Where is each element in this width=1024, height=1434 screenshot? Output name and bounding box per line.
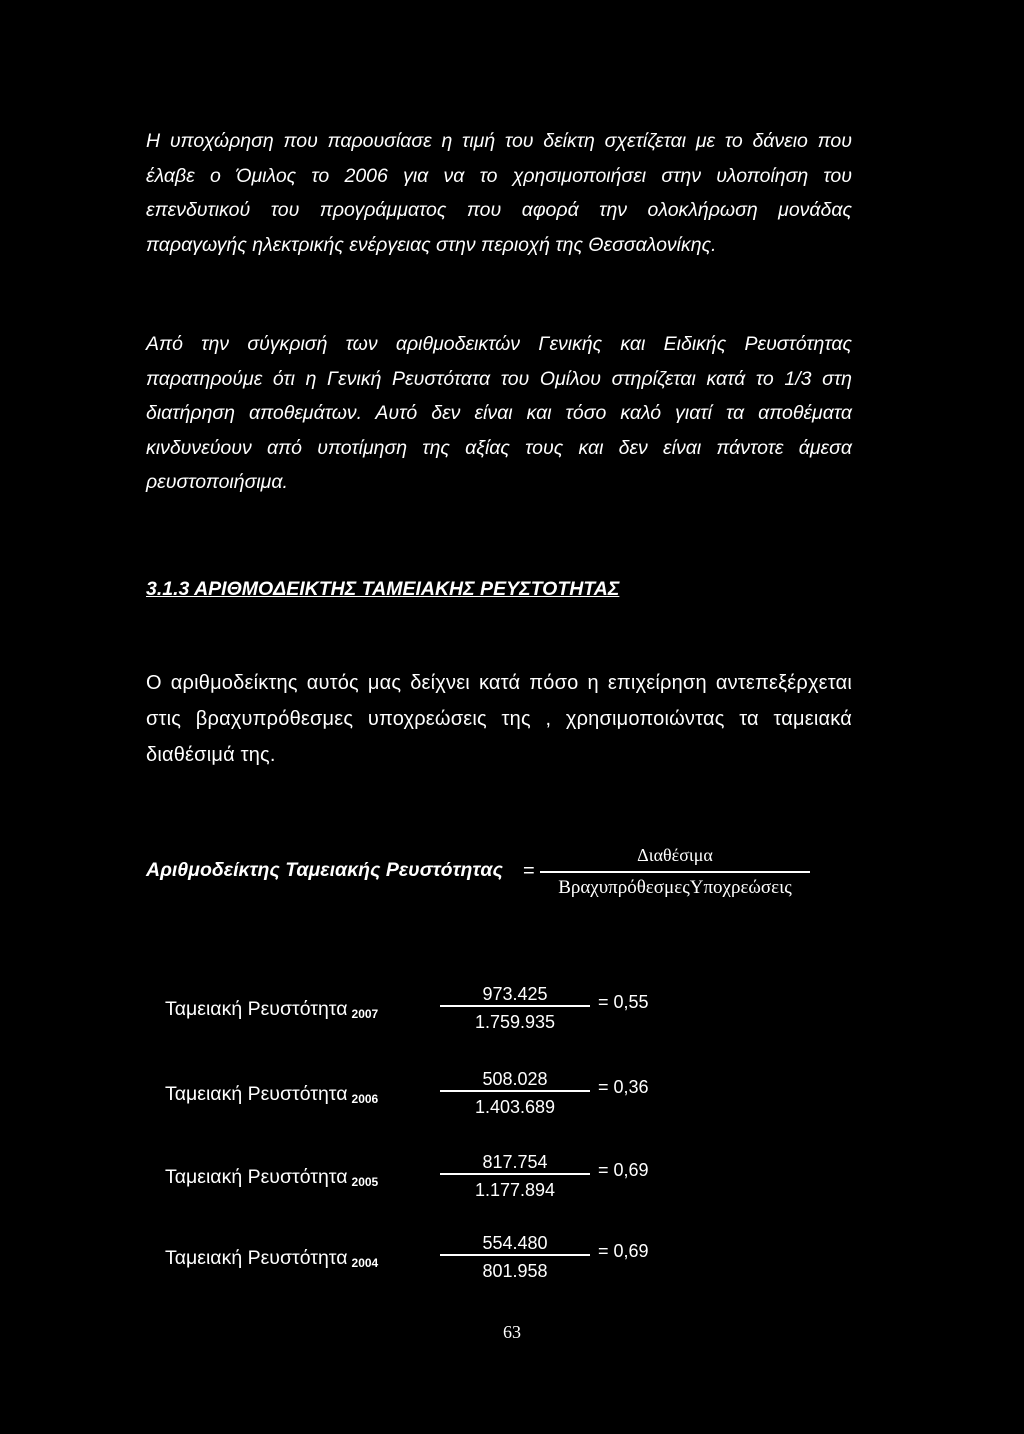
formula-numerator: Διαθέσιμα	[637, 845, 713, 865]
page-number: 63	[503, 1322, 521, 1342]
fraction-bar	[440, 1254, 590, 1256]
fraction-bar	[440, 1090, 590, 1092]
formula-equals-sign: =	[523, 860, 535, 882]
calculation-label	[165, 1247, 378, 1270]
calculation-denominator: 1.403.689	[474, 1097, 556, 1117]
paragraph-line: διαθέσιμά της.	[146, 744, 276, 766]
calculation-label-text: Ταμειακή Ρευστότητα	[165, 1166, 348, 1188]
calculation-denominator: 1.759.935	[474, 1012, 556, 1032]
fraction-bar	[440, 1173, 590, 1175]
calculation-label	[165, 1166, 378, 1189]
calculation-year: 2006	[351, 1092, 379, 1106]
calculation-label-text: Ταμειακή Ρευστότητα	[165, 998, 348, 1020]
calculation-denominator: 801.958	[482, 1261, 548, 1281]
calculation-numerator: 817.754	[482, 1152, 548, 1172]
calculation-denominator: 1.177.894	[474, 1180, 556, 1200]
paragraph-line: Η υποχώρηση που παρουσίασε η τιμή του δείκτη σχετίζεται με το δάνειο που	[146, 130, 852, 152]
calculation-result: = 0,55	[598, 992, 649, 1012]
calculation-row-2005	[0, 1152, 1024, 1218]
fraction-bar	[540, 871, 810, 873]
paragraph-line: στις βραχυπρόθεσμες υποχρεώσεις της , χρησιμοποιώντας τα ταμειακά	[146, 708, 852, 730]
calculation-row-2007	[0, 984, 1024, 1050]
fraction-bar	[440, 1005, 590, 1007]
paragraph-loan-explanation	[146, 124, 852, 262]
calculation-row-2004	[0, 1233, 1024, 1299]
calculation-year: 2007	[351, 1007, 379, 1021]
paragraph-line: Ο αριθμοδείκτης αυτός μας δείχνει κατά πόσο η επιχείρηση αντεπεξέρχεται	[146, 672, 852, 694]
calculation-result: = 0,36	[598, 1077, 649, 1097]
section-heading: 3.1.3 ΑΡΙΘΜΟΔΕΙΚΤΗΣ ΤΑΜΕΙΑΚΗΣ ΡΕΥΣΤΟΤΗΤΑΣ	[146, 578, 620, 600]
calculation-label-text: Ταμειακή Ρευστότητα	[165, 1247, 348, 1269]
paragraph-line: ρευστοποιήσιμα.	[146, 471, 288, 493]
paragraph-ratio-definition	[146, 665, 852, 773]
calculation-label-text: Ταμειακή Ρευστότητα	[165, 1083, 348, 1105]
paragraph-liquidity-comparison	[146, 327, 852, 500]
calculation-label	[165, 1083, 378, 1106]
calculation-result: = 0,69	[598, 1241, 649, 1261]
calculation-row-2006	[0, 1069, 1024, 1135]
calculation-year: 2004	[351, 1256, 379, 1270]
calculation-year: 2005	[351, 1175, 379, 1189]
paragraph-line: διατήρηση αποθεμάτων. Αυτό δεν είναι και τόσο καλό γιατί τα αποθέματα	[146, 402, 852, 424]
calculation-numerator: 554.480	[482, 1233, 548, 1253]
paragraph-line: Από την σύγκρισή των αριθμοδεικτών Γενικής και Ειδικής Ρευστότητας	[146, 333, 852, 355]
paragraph-line: κινδυνεύουν από υποτίμηση της αξίας τους και δεν είναι πάντοτε άμεσα	[146, 436, 852, 459]
calculation-numerator: 508.028	[482, 1069, 548, 1089]
paragraph-line: παρατηρούμε ότι η Γενική Ρευστότατα του Ομίλου στηρίζεται κατά το 1/3 στη	[146, 367, 852, 390]
paragraph-line: επενδυτικού του προγράμματος που αφορά την ολοκλήρωση μονάδας	[146, 199, 852, 221]
calculation-numerator: 973.425	[482, 984, 548, 1004]
calculation-label	[165, 998, 378, 1021]
paragraph-line: έλαβε ο Όμιλος το 2006 για να το χρησιμοποιήσει στην υλοποίηση του	[146, 164, 852, 187]
paragraph-line: παραγωγής ηλεκτρικής ενέργειας στην περιοχή της Θεσσαλονίκης.	[146, 233, 717, 256]
formula-denominator: ΒραχυπρόθεσμεςΥποχρεώσεις	[558, 877, 792, 898]
calculation-result: = 0,69	[598, 1160, 649, 1180]
formula-label: Αριθμοδείκτης Ταμειακής Ρευστότητας	[146, 859, 503, 881]
